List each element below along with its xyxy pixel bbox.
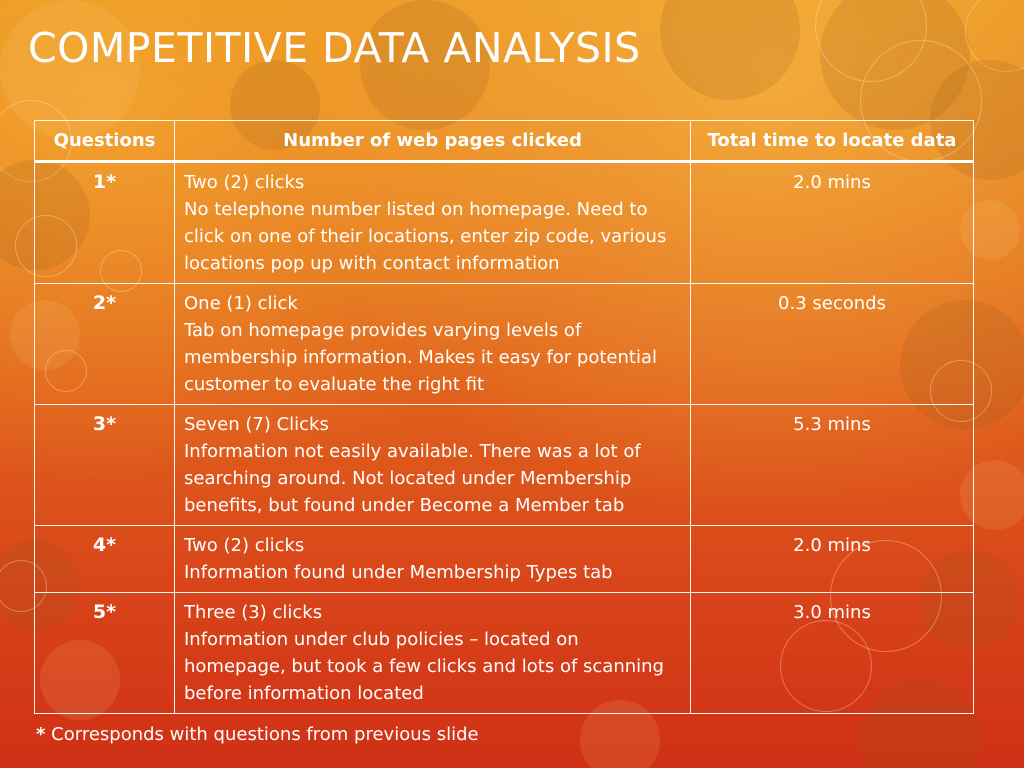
clicks-count: Seven (7) Clicks: [184, 414, 329, 435]
table-row: [35, 405, 974, 526]
clicks-details: Information under club policies – located on homepage, but took a few clicks and lots of scanning before information located: [184, 629, 664, 704]
clicks-details: Tab on homepage provides varying levels of membership information. Makes it easy for potential customer to evaluate the right fit: [184, 320, 658, 395]
footnote-text: Corresponds with questions from previous slide: [51, 724, 479, 745]
clicks-count: Two (2) clicks: [184, 172, 305, 193]
clicks-count: Three (3) clicks: [184, 602, 323, 623]
question-cell: 2*: [35, 284, 175, 405]
time-cell: 5.3 mins: [691, 405, 974, 526]
table-row: [35, 162, 974, 284]
header-questions: Questions: [35, 121, 175, 162]
time-cell: 3.0 mins: [691, 593, 974, 714]
header-total-time: Total time to locate data: [691, 121, 974, 162]
clicks-cell: [175, 593, 691, 714]
time-cell: 2.0 mins: [691, 162, 974, 284]
clicks-cell: [175, 526, 691, 593]
question-cell: 4*: [35, 526, 175, 593]
footnote: [36, 724, 479, 745]
clicks-details: Information not easily available. There was a lot of searching around. Not located under Membership benefits, but found under Become a Member tab: [184, 441, 641, 516]
table-row: [35, 284, 974, 405]
footnote-marker: *: [36, 724, 46, 745]
slide-title: COMPETITIVE DATA ANALYSIS: [28, 24, 641, 72]
clicks-count: Two (2) clicks: [184, 535, 305, 556]
table-row: [35, 593, 974, 714]
time-cell: 2.0 mins: [691, 526, 974, 593]
comparison-table: [34, 120, 974, 714]
clicks-cell: [175, 405, 691, 526]
question-cell: 5*: [35, 593, 175, 714]
clicks-details: No telephone number listed on homepage. Need to click on one of their locations, enter zip code, various locations pop up with contact information: [184, 199, 667, 274]
clicks-details: Information found under Membership Types tab: [184, 562, 613, 583]
time-cell: 0.3 seconds: [691, 284, 974, 405]
table-row: [35, 526, 974, 593]
question-cell: 3*: [35, 405, 175, 526]
table-header-row: [35, 121, 974, 162]
question-cell: 1*: [35, 162, 175, 284]
clicks-cell: [175, 162, 691, 284]
header-web-pages-clicked: Number of web pages clicked: [175, 121, 691, 162]
clicks-count: One (1) click: [184, 293, 298, 314]
clicks-cell: [175, 284, 691, 405]
